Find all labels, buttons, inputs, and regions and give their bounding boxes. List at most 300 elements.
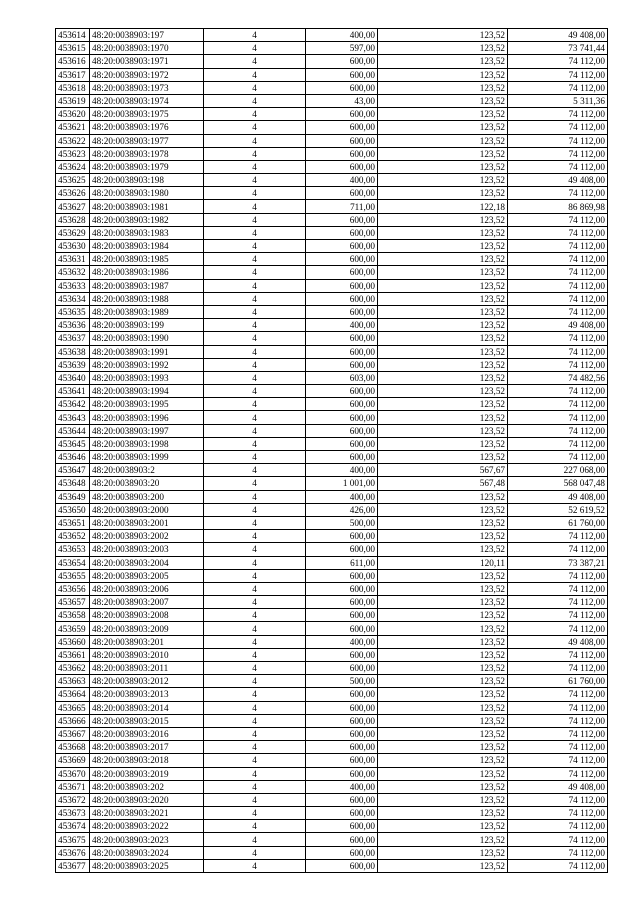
row-number-cell: 453624	[56, 160, 90, 173]
group-cell: 4	[204, 833, 306, 846]
cadastral-number-cell: 48:20:0038903:2015	[90, 714, 204, 727]
table-row	[56, 530, 608, 543]
area-cell: 600,00	[306, 820, 378, 833]
rate-cell: 123,52	[378, 108, 508, 121]
value-cell: 74 112,00	[508, 741, 608, 754]
rate-cell: 123,52	[378, 147, 508, 160]
area-cell: 603,00	[306, 371, 378, 384]
value-cell: 568 047,48	[508, 477, 608, 490]
row-number-cell: 453625	[56, 174, 90, 187]
row-number-cell: 453631	[56, 253, 90, 266]
row-number-cell: 453632	[56, 266, 90, 279]
row-number-cell: 453669	[56, 754, 90, 767]
rate-cell: 123,52	[378, 516, 508, 529]
rate-cell: 123,52	[378, 81, 508, 94]
value-cell: 74 112,00	[508, 859, 608, 872]
cadastral-number-cell: 48:20:0038903:2024	[90, 846, 204, 859]
cadastral-number-cell: 48:20:0038903:2014	[90, 701, 204, 714]
group-cell: 4	[204, 807, 306, 820]
group-cell: 4	[204, 516, 306, 529]
row-number-cell: 453656	[56, 582, 90, 595]
group-cell: 4	[204, 424, 306, 437]
value-cell: 49 408,00	[508, 490, 608, 503]
table-row	[56, 226, 608, 239]
group-cell: 4	[204, 464, 306, 477]
area-cell: 500,00	[306, 675, 378, 688]
cadastral-number-cell: 48:20:0038903:2008	[90, 609, 204, 622]
table-row	[56, 332, 608, 345]
table-row	[56, 121, 608, 134]
area-cell: 1 001,00	[306, 477, 378, 490]
row-number-cell: 453647	[56, 464, 90, 477]
row-number-cell: 453665	[56, 701, 90, 714]
value-cell: 74 112,00	[508, 596, 608, 609]
rate-cell: 123,52	[378, 332, 508, 345]
table-row	[56, 437, 608, 450]
value-cell: 74 112,00	[508, 121, 608, 134]
rate-cell: 123,52	[378, 42, 508, 55]
cadastral-number-cell: 48:20:0038903:2020	[90, 793, 204, 806]
row-number-cell: 453622	[56, 134, 90, 147]
table-row	[56, 490, 608, 503]
table-row	[56, 793, 608, 806]
area-cell: 600,00	[306, 859, 378, 872]
group-cell: 4	[204, 94, 306, 107]
group-cell: 4	[204, 609, 306, 622]
value-cell: 74 112,00	[508, 451, 608, 464]
group-cell: 4	[204, 688, 306, 701]
cadastral-number-cell: 48:20:0038903:1993	[90, 371, 204, 384]
rate-cell: 123,52	[378, 411, 508, 424]
group-cell: 4	[204, 29, 306, 42]
area-cell: 600,00	[306, 622, 378, 635]
cadastral-number-cell: 48:20:0038903:1983	[90, 226, 204, 239]
area-cell: 600,00	[306, 68, 378, 81]
cadastral-number-cell: 48:20:0038903:2002	[90, 530, 204, 543]
row-number-cell: 453616	[56, 55, 90, 68]
table-row	[56, 596, 608, 609]
group-cell: 4	[204, 292, 306, 305]
row-number-cell: 453674	[56, 820, 90, 833]
value-cell: 74 112,00	[508, 424, 608, 437]
rate-cell: 123,52	[378, 648, 508, 661]
cadastral-number-cell: 48:20:0038903:1979	[90, 160, 204, 173]
row-number-cell: 453661	[56, 648, 90, 661]
value-cell: 74 112,00	[508, 793, 608, 806]
value-cell: 74 482,56	[508, 371, 608, 384]
area-cell: 600,00	[306, 609, 378, 622]
value-cell: 73 387,21	[508, 556, 608, 569]
group-cell: 4	[204, 437, 306, 450]
rate-cell: 123,52	[378, 741, 508, 754]
cadastral-number-cell: 48:20:0038903:2022	[90, 820, 204, 833]
rate-cell: 123,52	[378, 688, 508, 701]
rate-cell: 123,52	[378, 859, 508, 872]
rate-cell: 120,11	[378, 556, 508, 569]
table-row	[56, 741, 608, 754]
value-cell: 74 112,00	[508, 332, 608, 345]
row-number-cell: 453654	[56, 556, 90, 569]
table-row	[56, 424, 608, 437]
group-cell: 4	[204, 714, 306, 727]
value-cell: 74 112,00	[508, 411, 608, 424]
cadastral-number-cell: 48:20:0038903:201	[90, 635, 204, 648]
table-row	[56, 833, 608, 846]
rate-cell: 123,52	[378, 530, 508, 543]
table-row	[56, 609, 608, 622]
cadastral-number-cell: 48:20:0038903:1989	[90, 305, 204, 318]
table-row	[56, 675, 608, 688]
table-row	[56, 754, 608, 767]
value-cell: 74 112,00	[508, 701, 608, 714]
row-number-cell: 453633	[56, 279, 90, 292]
value-cell: 74 112,00	[508, 279, 608, 292]
value-cell: 74 112,00	[508, 569, 608, 582]
rate-cell: 123,52	[378, 609, 508, 622]
rate-cell: 123,52	[378, 398, 508, 411]
cadastral-number-cell: 48:20:0038903:1982	[90, 213, 204, 226]
group-cell: 4	[204, 160, 306, 173]
rate-cell: 123,52	[378, 793, 508, 806]
value-cell: 49 408,00	[508, 635, 608, 648]
group-cell: 4	[204, 42, 306, 55]
group-cell: 4	[204, 490, 306, 503]
rate-cell: 123,52	[378, 820, 508, 833]
table-row	[56, 147, 608, 160]
rate-cell: 123,52	[378, 160, 508, 173]
row-number-cell: 453670	[56, 767, 90, 780]
value-cell: 74 112,00	[508, 187, 608, 200]
table-row	[56, 411, 608, 424]
group-cell: 4	[204, 820, 306, 833]
area-cell: 600,00	[306, 226, 378, 239]
cadastral-number-cell: 48:20:0038903:2023	[90, 833, 204, 846]
cadastral-number-cell: 48:20:0038903:1985	[90, 253, 204, 266]
value-cell: 74 112,00	[508, 846, 608, 859]
cadastral-number-cell: 48:20:0038903:1981	[90, 200, 204, 213]
rate-cell: 123,52	[378, 240, 508, 253]
table-row	[56, 464, 608, 477]
group-cell: 4	[204, 648, 306, 661]
value-cell: 74 112,00	[508, 727, 608, 740]
group-cell: 4	[204, 174, 306, 187]
data-table	[55, 28, 608, 873]
rate-cell: 123,52	[378, 451, 508, 464]
row-number-cell: 453641	[56, 385, 90, 398]
rate-cell: 123,52	[378, 437, 508, 450]
rate-cell: 123,52	[378, 569, 508, 582]
group-cell: 4	[204, 253, 306, 266]
rate-cell: 123,52	[378, 596, 508, 609]
value-cell: 74 112,00	[508, 226, 608, 239]
area-cell: 600,00	[306, 332, 378, 345]
rate-cell: 123,52	[378, 807, 508, 820]
table-row	[56, 556, 608, 569]
cadastral-number-cell: 48:20:0038903:197	[90, 29, 204, 42]
area-cell: 600,00	[306, 345, 378, 358]
cadastral-number-cell: 48:20:0038903:2009	[90, 622, 204, 635]
cadastral-number-cell: 48:20:0038903:1994	[90, 385, 204, 398]
value-cell: 74 112,00	[508, 81, 608, 94]
area-cell: 600,00	[306, 727, 378, 740]
value-cell: 74 112,00	[508, 622, 608, 635]
area-cell: 600,00	[306, 767, 378, 780]
table-row	[56, 859, 608, 872]
area-cell: 711,00	[306, 200, 378, 213]
rate-cell: 123,52	[378, 345, 508, 358]
rate-cell: 123,52	[378, 371, 508, 384]
table-row	[56, 371, 608, 384]
cadastral-number-cell: 48:20:0038903:2010	[90, 648, 204, 661]
cadastral-number-cell: 48:20:0038903:2011	[90, 662, 204, 675]
value-cell: 74 112,00	[508, 253, 608, 266]
value-cell: 74 112,00	[508, 807, 608, 820]
cadastral-number-cell: 48:20:0038903:1976	[90, 121, 204, 134]
area-cell: 600,00	[306, 701, 378, 714]
value-cell: 74 112,00	[508, 213, 608, 226]
cadastral-number-cell: 48:20:0038903:1995	[90, 398, 204, 411]
group-cell: 4	[204, 503, 306, 516]
value-cell: 74 112,00	[508, 108, 608, 121]
cadastral-number-cell: 48:20:0038903:2004	[90, 556, 204, 569]
rate-cell: 123,52	[378, 213, 508, 226]
value-cell: 74 112,00	[508, 134, 608, 147]
row-number-cell: 453650	[56, 503, 90, 516]
row-number-cell: 453662	[56, 662, 90, 675]
row-number-cell: 453663	[56, 675, 90, 688]
group-cell: 4	[204, 345, 306, 358]
row-number-cell: 453652	[56, 530, 90, 543]
value-cell: 74 112,00	[508, 767, 608, 780]
cadastral-number-cell: 48:20:0038903:2006	[90, 582, 204, 595]
group-cell: 4	[204, 319, 306, 332]
value-cell: 49 408,00	[508, 29, 608, 42]
area-cell: 600,00	[306, 81, 378, 94]
area-cell: 400,00	[306, 490, 378, 503]
table-row	[56, 55, 608, 68]
group-cell: 4	[204, 213, 306, 226]
row-number-cell: 453639	[56, 358, 90, 371]
rate-cell: 123,52	[378, 253, 508, 266]
table-row	[56, 240, 608, 253]
value-cell: 49 408,00	[508, 174, 608, 187]
table-row	[56, 42, 608, 55]
value-cell: 74 112,00	[508, 147, 608, 160]
value-cell: 74 112,00	[508, 662, 608, 675]
rate-cell: 123,52	[378, 846, 508, 859]
rate-cell: 123,52	[378, 68, 508, 81]
area-cell: 600,00	[306, 846, 378, 859]
table-row	[56, 213, 608, 226]
cadastral-number-cell: 48:20:0038903:2012	[90, 675, 204, 688]
row-number-cell: 453638	[56, 345, 90, 358]
rate-cell: 123,52	[378, 424, 508, 437]
group-cell: 4	[204, 635, 306, 648]
group-cell: 4	[204, 398, 306, 411]
group-cell: 4	[204, 741, 306, 754]
area-cell: 600,00	[306, 266, 378, 279]
value-cell: 74 112,00	[508, 754, 608, 767]
area-cell: 600,00	[306, 279, 378, 292]
group-cell: 4	[204, 622, 306, 635]
value-cell: 86 869,98	[508, 200, 608, 213]
value-cell: 74 112,00	[508, 820, 608, 833]
area-cell: 600,00	[306, 754, 378, 767]
value-cell: 52 619,52	[508, 503, 608, 516]
cadastral-number-cell: 48:20:0038903:1972	[90, 68, 204, 81]
group-cell: 4	[204, 754, 306, 767]
table-body	[56, 29, 608, 873]
group-cell: 4	[204, 134, 306, 147]
rate-cell: 123,52	[378, 582, 508, 595]
table-row	[56, 477, 608, 490]
area-cell: 600,00	[306, 292, 378, 305]
cadastral-number-cell: 48:20:0038903:2007	[90, 596, 204, 609]
area-cell: 600,00	[306, 121, 378, 134]
rate-cell: 123,52	[378, 780, 508, 793]
cadastral-number-cell: 48:20:0038903:1987	[90, 279, 204, 292]
rate-cell: 123,52	[378, 134, 508, 147]
cadastral-number-cell: 48:20:0038903:1973	[90, 81, 204, 94]
cadastral-number-cell: 48:20:0038903:2021	[90, 807, 204, 820]
area-cell: 600,00	[306, 253, 378, 266]
table-row	[56, 543, 608, 556]
group-cell: 4	[204, 187, 306, 200]
cadastral-number-cell: 48:20:0038903:2000	[90, 503, 204, 516]
value-cell: 49 408,00	[508, 319, 608, 332]
cadastral-number-cell: 48:20:0038903:1997	[90, 424, 204, 437]
area-cell: 600,00	[306, 833, 378, 846]
table-row	[56, 780, 608, 793]
rate-cell: 123,52	[378, 622, 508, 635]
area-cell: 600,00	[306, 582, 378, 595]
group-cell: 4	[204, 305, 306, 318]
area-cell: 600,00	[306, 134, 378, 147]
group-cell: 4	[204, 240, 306, 253]
table-row	[56, 94, 608, 107]
group-cell: 4	[204, 582, 306, 595]
group-cell: 4	[204, 358, 306, 371]
table-row	[56, 701, 608, 714]
row-number-cell: 453646	[56, 451, 90, 464]
row-number-cell: 453642	[56, 398, 90, 411]
table-row	[56, 319, 608, 332]
rate-cell: 123,52	[378, 305, 508, 318]
area-cell: 43,00	[306, 94, 378, 107]
table-row	[56, 266, 608, 279]
group-cell: 4	[204, 411, 306, 424]
row-number-cell: 453614	[56, 29, 90, 42]
cadastral-number-cell: 48:20:0038903:1990	[90, 332, 204, 345]
area-cell: 600,00	[306, 305, 378, 318]
cadastral-number-cell: 48:20:0038903:2013	[90, 688, 204, 701]
row-number-cell: 453657	[56, 596, 90, 609]
area-cell: 600,00	[306, 807, 378, 820]
row-number-cell: 453630	[56, 240, 90, 253]
area-cell: 400,00	[306, 635, 378, 648]
table-row	[56, 820, 608, 833]
area-cell: 426,00	[306, 503, 378, 516]
group-cell: 4	[204, 68, 306, 81]
cadastral-number-cell: 48:20:0038903:1978	[90, 147, 204, 160]
area-cell: 600,00	[306, 147, 378, 160]
cadastral-number-cell: 48:20:0038903:2005	[90, 569, 204, 582]
row-number-cell: 453644	[56, 424, 90, 437]
table-row	[56, 569, 608, 582]
table-row	[56, 385, 608, 398]
value-cell: 74 112,00	[508, 437, 608, 450]
area-cell: 600,00	[306, 358, 378, 371]
area-cell: 600,00	[306, 240, 378, 253]
group-cell: 4	[204, 371, 306, 384]
group-cell: 4	[204, 266, 306, 279]
rate-cell: 123,52	[378, 503, 508, 516]
area-cell: 600,00	[306, 213, 378, 226]
value-cell: 74 112,00	[508, 714, 608, 727]
row-number-cell: 453635	[56, 305, 90, 318]
rate-cell: 123,52	[378, 675, 508, 688]
area-cell: 400,00	[306, 174, 378, 187]
table-row	[56, 622, 608, 635]
group-cell: 4	[204, 846, 306, 859]
rate-cell: 123,52	[378, 279, 508, 292]
group-cell: 4	[204, 701, 306, 714]
row-number-cell: 453649	[56, 490, 90, 503]
row-number-cell: 453629	[56, 226, 90, 239]
rate-cell: 123,52	[378, 714, 508, 727]
cadastral-number-cell: 48:20:0038903:2016	[90, 727, 204, 740]
group-cell: 4	[204, 332, 306, 345]
value-cell: 74 112,00	[508, 688, 608, 701]
value-cell: 5 311,36	[508, 94, 608, 107]
cadastral-number-cell: 48:20:0038903:1971	[90, 55, 204, 68]
table-row	[56, 451, 608, 464]
row-number-cell: 453672	[56, 793, 90, 806]
area-cell: 600,00	[306, 714, 378, 727]
cadastral-number-cell: 48:20:0038903:1970	[90, 42, 204, 55]
table-row	[56, 714, 608, 727]
cadastral-number-cell: 48:20:0038903:1996	[90, 411, 204, 424]
table-row	[56, 727, 608, 740]
table-row	[56, 160, 608, 173]
table-row	[56, 358, 608, 371]
value-cell: 74 112,00	[508, 543, 608, 556]
table-row	[56, 134, 608, 147]
cadastral-number-cell: 48:20:0038903:2025	[90, 859, 204, 872]
group-cell: 4	[204, 859, 306, 872]
row-number-cell: 453620	[56, 108, 90, 121]
rate-cell: 123,52	[378, 490, 508, 503]
row-number-cell: 453666	[56, 714, 90, 727]
group-cell: 4	[204, 81, 306, 94]
value-cell: 74 112,00	[508, 55, 608, 68]
row-number-cell: 453619	[56, 94, 90, 107]
cadastral-number-cell: 48:20:0038903:1999	[90, 451, 204, 464]
row-number-cell: 453673	[56, 807, 90, 820]
group-cell: 4	[204, 543, 306, 556]
area-cell: 600,00	[306, 187, 378, 200]
row-number-cell: 453618	[56, 81, 90, 94]
group-cell: 4	[204, 55, 306, 68]
area-cell: 600,00	[306, 530, 378, 543]
value-cell: 74 112,00	[508, 582, 608, 595]
area-cell: 600,00	[306, 451, 378, 464]
area-cell: 600,00	[306, 160, 378, 173]
row-number-cell: 453623	[56, 147, 90, 160]
area-cell: 600,00	[306, 688, 378, 701]
rate-cell: 123,52	[378, 635, 508, 648]
row-number-cell: 453658	[56, 609, 90, 622]
